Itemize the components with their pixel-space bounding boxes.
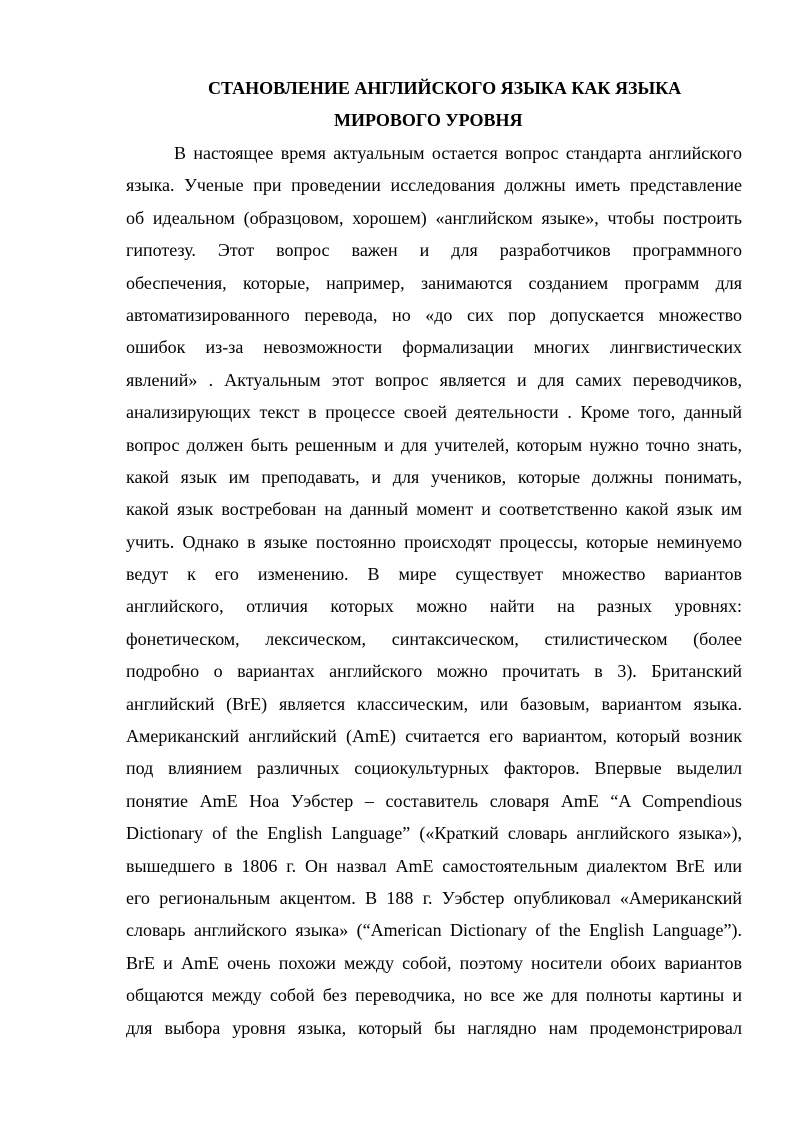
- paragraph-line: его региональным акцентом. В 188 г. Уэбстер опубликовал «Американский: [126, 887, 742, 908]
- paragraph-line: подробно о вариантах английского можно прочитать в 3). Британский: [126, 661, 742, 682]
- body-paragraph: [126, 137, 742, 1044]
- paragraph-line: для выбора уровня языка, который бы наглядно нам продемонстрировал: [126, 1017, 742, 1038]
- paragraph-line: под влиянием различных социокультурных факторов. Впервые выделил: [126, 758, 742, 779]
- paragraph-line: анализирующих текст в процессе своей деятельности . Кроме того, данный: [126, 402, 742, 423]
- paragraph-line: языка. Ученые при проведении исследования должны иметь представление: [126, 175, 742, 196]
- paragraph-line: словарь английского языка» (“American Dictionary of the English Language”).: [126, 920, 742, 941]
- paragraph-line: вышедшего в 1806 г. Он назвал AmE самостоятельным диалектом BrE или: [126, 855, 742, 876]
- paragraph-line: ведут к его изменению. В мире существует множество вариантов: [126, 564, 742, 585]
- paragraph-line: Dictionary of the English Language” («Краткий словарь английского языка»),: [126, 823, 742, 844]
- paragraph-line: BrE и AmE очень похожи между собой, поэтому носители обоих вариантов: [126, 952, 742, 973]
- paragraph-line: В настоящее время актуальным остается вопрос стандарта английского: [174, 143, 742, 163]
- paragraph-line: об идеальном (образцовом, хорошем) «английском языке», чтобы построить: [126, 207, 742, 228]
- title-line: СТАНОВЛЕНИЕ АНГЛИЙСКОГО ЯЗЫКА КАК ЯЗЫКА: [208, 78, 682, 98]
- paragraph-line: английский (BrE) является классическим, или базовым, вариантом языка.: [126, 693, 742, 714]
- paragraph-line: Американский английский (AmE) считается его вариантом, который возник: [126, 726, 742, 747]
- paragraph-line: ошибок из-за невозможности формализации многих лингвистических: [126, 337, 742, 358]
- paragraph-line: обеспечения, которые, например, занимаются созданием программ для: [126, 272, 742, 293]
- paragraph-line: фонетическом, лексическом, синтаксическом, стилистическом (более: [126, 628, 742, 649]
- paragraph-line: понятие AmE Ноа Уэбстер – составитель словаря AmE “A Compendious: [126, 790, 742, 811]
- paragraph-line: учить. Однако в языке постоянно происходят процессы, которые неминуемо: [126, 531, 742, 552]
- paragraph-line: гипотезу. Этот вопрос важен и для разработчиков программного: [126, 240, 742, 261]
- paragraph-line: автоматизированного перевода, но «до сих пор допускается множество: [126, 304, 742, 325]
- paragraph-line: общаются между собой без переводчика, но все же для полноты картины и: [126, 985, 742, 1006]
- paragraph-line: какой язык им преподавать, и для учеников, которые должны понимать,: [126, 466, 742, 487]
- paragraph-line: английского, отличия которых можно найти на разных уровнях:: [126, 596, 742, 617]
- paragraph-line: явлений» . Актуальным этот вопрос является и для самих переводчиков,: [126, 369, 742, 390]
- document-title: [126, 72, 742, 136]
- paragraph-line: вопрос должен быть решенным и для учителей, которым нужно точно знать,: [126, 434, 742, 455]
- paragraph-line: какой язык востребован на данный момент и соответственно какой язык им: [126, 499, 742, 520]
- title-line: МИРОВОГО УРОВНЯ: [334, 110, 523, 130]
